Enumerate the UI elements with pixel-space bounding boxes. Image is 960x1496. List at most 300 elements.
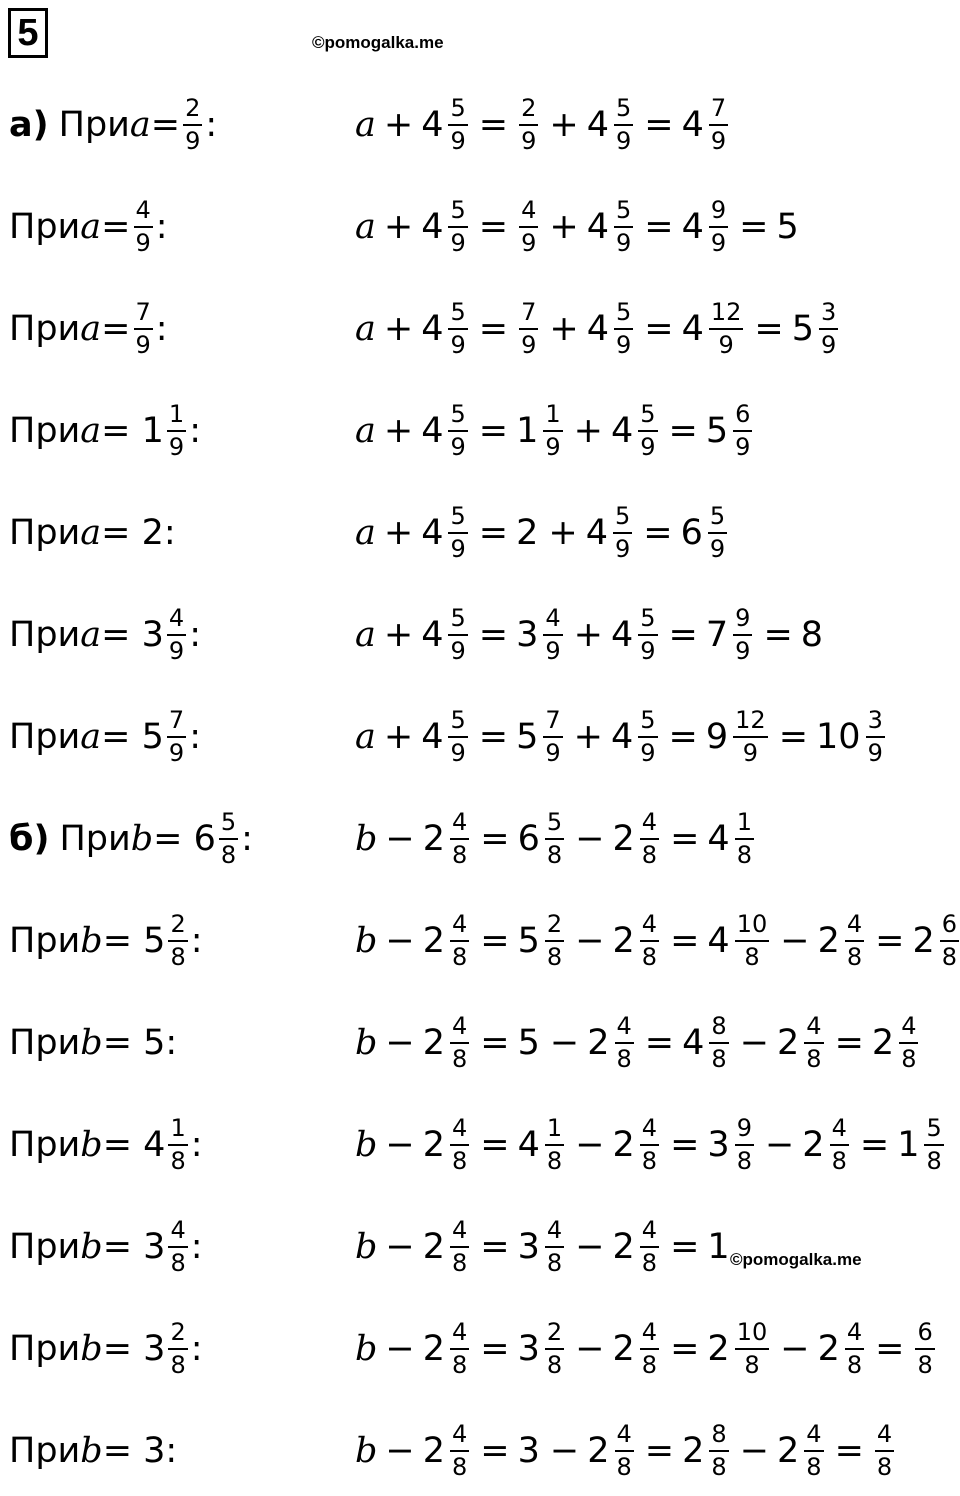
denominator: 8 — [452, 1351, 468, 1379]
operator: − — [739, 1022, 770, 1063]
numerator: 6 — [940, 912, 959, 942]
operator: = — [480, 1124, 510, 1165]
operator: = — [644, 308, 674, 349]
numerator: 4 — [450, 1320, 469, 1350]
fraction — [899, 1011, 918, 1073]
numerator: 6 — [915, 1320, 934, 1350]
denominator: 9 — [615, 229, 632, 257]
variable: a — [80, 207, 102, 247]
text-token: = 3: — [102, 1430, 178, 1471]
denominator: 9 — [615, 127, 632, 155]
fraction — [450, 1419, 469, 1481]
whole-number: 5 — [517, 1022, 540, 1063]
operator: − — [575, 920, 605, 961]
fraction — [134, 195, 153, 257]
fraction — [448, 195, 467, 257]
denominator: 9 — [640, 739, 656, 767]
text-token: = 3 — [102, 1328, 166, 1369]
variable: b — [80, 1431, 103, 1471]
text-token: = 5: — [102, 1022, 178, 1063]
condition — [9, 284, 168, 374]
denominator: 9 — [450, 229, 466, 257]
text-token: = 5 — [102, 920, 166, 961]
denominator: 8 — [170, 1249, 186, 1277]
text-token: При — [9, 1226, 81, 1267]
denominator: 9 — [168, 637, 185, 665]
variable: a — [355, 717, 376, 757]
numerator: 4 — [804, 1422, 823, 1452]
operator: = — [478, 206, 509, 247]
text-token: = 5 — [101, 716, 164, 757]
whole-number: 3 — [707, 1124, 730, 1165]
fraction — [167, 603, 186, 665]
operator: − — [780, 920, 810, 961]
fraction — [545, 909, 564, 971]
fraction — [448, 501, 467, 563]
fraction — [614, 297, 633, 359]
denominator: 9 — [135, 331, 151, 359]
numerator: 4 — [845, 1320, 864, 1350]
fraction — [168, 1113, 187, 1175]
denominator: 8 — [641, 1351, 658, 1379]
numerator: 3 — [819, 300, 838, 330]
denominator: 9 — [735, 433, 751, 461]
denominator: 8 — [170, 1351, 186, 1379]
text-token: При — [9, 410, 81, 451]
numerator: 4 — [804, 1014, 823, 1044]
denominator: 8 — [452, 1147, 468, 1175]
whole-number: 4 — [682, 1022, 705, 1063]
numerator: 5 — [219, 810, 238, 840]
fraction — [543, 705, 562, 767]
fraction — [638, 399, 657, 461]
numerator: 4 — [450, 1422, 469, 1452]
whole-number: 5 — [791, 308, 815, 349]
fraction — [168, 1317, 187, 1379]
text-token: : — [190, 1226, 203, 1267]
whole-number: 2 — [817, 1328, 840, 1369]
operator: = — [668, 410, 698, 451]
variable: a — [355, 615, 376, 655]
fraction — [167, 705, 186, 767]
whole-number: 4 — [707, 920, 730, 961]
fraction — [614, 93, 633, 155]
operator: + — [383, 206, 414, 247]
whole-number: 5 — [776, 206, 799, 247]
whole-number: 3 — [517, 1226, 540, 1267]
whole-number: 9 — [705, 716, 729, 757]
denominator: 9 — [821, 331, 837, 359]
equation-row — [0, 1304, 960, 1394]
denominator: 8 — [546, 1147, 563, 1175]
whole-number: 3 — [516, 614, 539, 655]
equation-row — [0, 182, 960, 272]
whole-number: 4 — [421, 614, 444, 655]
whole-number: 4 — [610, 410, 634, 451]
operator: = — [670, 1328, 700, 1369]
operator: + — [383, 716, 414, 757]
fraction — [735, 807, 754, 869]
variable: b — [355, 1125, 378, 1165]
text-token: При — [9, 920, 81, 961]
numerator: 4 — [640, 1116, 659, 1146]
operator: = — [739, 206, 769, 247]
operator: = — [478, 512, 509, 553]
whole-number: 2 — [612, 1328, 635, 1369]
denominator: 8 — [806, 1453, 822, 1481]
condition — [9, 1100, 203, 1190]
whole-number: 1 — [707, 1226, 730, 1267]
operator: − — [385, 920, 415, 961]
denominator: 8 — [452, 1249, 468, 1277]
denominator: 9 — [545, 739, 561, 767]
numerator: 5 — [448, 708, 467, 738]
whole-number: 1 — [516, 410, 539, 451]
numerator: 4 — [450, 1014, 469, 1044]
whole-number: 2 — [802, 1124, 825, 1165]
whole-number: 3 — [517, 1430, 540, 1471]
fraction — [640, 807, 659, 869]
variable: b — [355, 1023, 378, 1063]
equation-row — [0, 794, 960, 884]
operator: − — [385, 1022, 415, 1063]
numerator: 10 — [735, 1320, 770, 1350]
text-token: При — [59, 818, 131, 859]
condition — [9, 1406, 177, 1496]
operator: + — [383, 410, 414, 451]
equation-row — [0, 590, 960, 680]
fraction — [448, 93, 467, 155]
fraction — [448, 297, 467, 359]
denominator: 8 — [641, 841, 658, 869]
fraction — [640, 1215, 659, 1277]
numerator: 5 — [448, 300, 467, 330]
watermark-mid: ©pomogalka.me — [730, 1250, 862, 1269]
fraction — [519, 195, 538, 257]
numerator: 5 — [614, 96, 633, 126]
numerator: 4 — [168, 1218, 187, 1248]
numerator: 5 — [638, 708, 657, 738]
denominator: 9 — [615, 331, 632, 359]
fraction — [448, 603, 467, 665]
operator: = — [644, 1022, 675, 1063]
text-token: При — [9, 1022, 81, 1063]
denominator: 8 — [641, 1147, 658, 1175]
numerator: 9 — [735, 1116, 754, 1146]
operator: = — [478, 410, 509, 451]
whole-number: 10 — [816, 716, 861, 757]
fraction — [733, 603, 752, 665]
numerator: 1 — [735, 810, 754, 840]
numerator: 7 — [543, 708, 562, 738]
numerator: 2 — [168, 912, 187, 942]
whole-number: 4 — [421, 716, 444, 757]
denominator: 8 — [452, 841, 468, 869]
numerator: 5 — [614, 300, 633, 330]
denominator: 8 — [806, 1045, 822, 1073]
operator: = — [834, 1022, 864, 1063]
text-token: : — [190, 1328, 203, 1369]
numerator: 4 — [450, 810, 469, 840]
operator: − — [385, 1328, 415, 1369]
denominator: 9 — [521, 127, 537, 155]
fraction — [735, 909, 770, 971]
operator: = — [644, 206, 674, 247]
text-token: = 6 — [153, 818, 216, 859]
operator: + — [573, 614, 603, 655]
denominator: 9 — [185, 127, 201, 155]
fraction — [545, 1113, 564, 1175]
denominator: 8 — [901, 1045, 917, 1073]
fraction — [733, 399, 752, 461]
operator: = — [834, 1430, 864, 1471]
numerator: 5 — [613, 504, 632, 534]
fraction — [450, 1011, 469, 1073]
whole-number: 5 — [705, 410, 729, 451]
numerator: 5 — [448, 504, 467, 534]
numerator: 4 — [640, 1320, 659, 1350]
numerator: 12 — [733, 708, 768, 738]
variable: a — [80, 615, 102, 655]
denominator: 8 — [452, 1045, 468, 1073]
operator: = — [478, 104, 509, 145]
denominator: 9 — [710, 229, 727, 257]
calculation — [355, 692, 888, 782]
variable: a — [355, 309, 376, 349]
whole-number: 2 — [612, 1226, 635, 1267]
calculation — [355, 284, 841, 374]
denominator: 8 — [452, 1453, 468, 1481]
operator: − — [764, 1124, 795, 1165]
denominator: 9 — [450, 535, 466, 563]
variable: b — [355, 819, 378, 859]
numerator: 4 — [167, 606, 186, 636]
fraction — [845, 909, 864, 971]
operator: = — [480, 920, 510, 961]
fraction — [866, 705, 885, 767]
numerator: 9 — [709, 198, 728, 228]
numerator: 10 — [735, 912, 770, 942]
text-token: = 2: — [101, 512, 176, 553]
numerator: 4 — [875, 1422, 894, 1452]
operator: + — [383, 104, 414, 145]
whole-number: 2 — [422, 1430, 446, 1471]
fraction — [543, 399, 562, 461]
whole-number: 4 — [586, 308, 609, 349]
fraction — [448, 399, 467, 461]
denominator: 9 — [521, 331, 537, 359]
numerator: 4 — [615, 1422, 634, 1452]
numerator: 1 — [168, 1116, 187, 1146]
denominator: 8 — [546, 1351, 563, 1379]
whole-number: 2 — [587, 1430, 610, 1471]
whole-number: 5 — [517, 920, 540, 961]
fraction — [134, 297, 153, 359]
variable: b — [80, 1023, 103, 1063]
calculation — [355, 386, 755, 476]
denominator: 9 — [450, 637, 466, 665]
numerator: 4 — [450, 912, 469, 942]
fraction — [545, 807, 564, 869]
condition — [9, 1304, 203, 1394]
variable: b — [80, 921, 103, 961]
whole-number: 4 — [681, 206, 704, 247]
operator: = — [480, 1430, 510, 1471]
operator: − — [385, 1226, 415, 1267]
equation-row — [0, 896, 960, 986]
denominator: 8 — [616, 1453, 632, 1481]
numerator: 9 — [733, 606, 752, 636]
whole-number: 4 — [585, 512, 608, 553]
operator: + — [573, 716, 603, 757]
numerator: 5 — [638, 606, 657, 636]
whole-number: 2 — [422, 818, 446, 859]
numerator: 4 — [640, 912, 659, 942]
denominator: 8 — [846, 1351, 863, 1379]
operator: − — [575, 1226, 605, 1267]
denominator: 8 — [220, 841, 237, 869]
text-token: При — [9, 308, 81, 349]
condition — [9, 896, 203, 986]
fraction — [450, 1215, 469, 1277]
numerator: 4 — [615, 1014, 634, 1044]
numerator: 5 — [638, 402, 657, 432]
fraction — [450, 807, 469, 869]
whole-number: 4 — [421, 512, 444, 553]
fraction — [830, 1113, 849, 1175]
operator: + — [573, 410, 603, 451]
part-label: а) — [9, 104, 49, 145]
numerator: 4 — [543, 606, 562, 636]
denominator: 9 — [450, 739, 466, 767]
calculation — [355, 1100, 947, 1190]
denominator: 8 — [641, 1249, 658, 1277]
whole-number: 2 — [422, 1022, 446, 1063]
whole-number: 8 — [800, 614, 824, 655]
fraction — [709, 1419, 728, 1481]
text-token: : — [241, 818, 253, 859]
numerator: 1 — [167, 402, 186, 432]
numerator: 5 — [448, 606, 467, 636]
denominator: 9 — [168, 433, 185, 461]
operator: + — [383, 308, 414, 349]
text-token: : — [190, 1124, 203, 1165]
denominator: 8 — [917, 1351, 933, 1379]
whole-number: 4 — [610, 716, 634, 757]
numerator: 2 — [545, 1320, 564, 1350]
numerator: 5 — [614, 198, 633, 228]
operator: + — [548, 512, 578, 553]
variable: b — [355, 921, 378, 961]
variable: a — [80, 309, 102, 349]
denominator: 9 — [521, 229, 537, 257]
fraction — [709, 195, 728, 257]
whole-number: 7 — [705, 614, 729, 655]
operator: − — [549, 1022, 580, 1063]
text-token: = 3 — [102, 1226, 166, 1267]
equation-row — [0, 488, 960, 578]
numerator: 4 — [134, 198, 153, 228]
numerator: 5 — [448, 198, 467, 228]
whole-number: 2 — [422, 920, 446, 961]
numerator: 1 — [545, 1116, 564, 1146]
denominator: 8 — [831, 1147, 847, 1175]
whole-number: 4 — [421, 104, 444, 145]
fraction — [924, 1113, 943, 1175]
denominator: 8 — [546, 1249, 563, 1277]
calculation — [355, 896, 960, 986]
variable: b — [80, 1125, 103, 1165]
operator: + — [383, 614, 414, 655]
denominator: 9 — [450, 127, 466, 155]
numerator: 5 — [448, 402, 467, 432]
fraction — [543, 603, 562, 665]
part-label: б) — [9, 818, 50, 859]
operator: − — [549, 1430, 580, 1471]
equation-row — [0, 692, 960, 782]
calculation — [355, 1304, 938, 1394]
denominator: 9 — [718, 331, 734, 359]
calculation — [355, 1202, 732, 1292]
operator: − — [575, 1124, 605, 1165]
whole-number: 3 — [517, 1328, 540, 1369]
text-token: : — [189, 716, 201, 757]
calculation — [355, 80, 731, 170]
text-token: : — [155, 206, 168, 247]
condition — [9, 182, 168, 272]
variable: b — [80, 1329, 103, 1369]
operator: = — [668, 716, 698, 757]
text-token: = — [101, 308, 131, 349]
operator: + — [549, 308, 579, 349]
operator: − — [780, 1328, 810, 1369]
numerator: 4 — [450, 1218, 469, 1248]
whole-number: 2 — [612, 920, 635, 961]
fraction — [638, 603, 657, 665]
text-token: : — [190, 920, 203, 961]
fraction — [167, 399, 186, 461]
numerator: 5 — [545, 810, 564, 840]
numerator: 12 — [709, 300, 744, 330]
variable: b — [80, 1227, 103, 1267]
condition — [9, 998, 177, 1088]
text-token: = 4 — [102, 1124, 166, 1165]
denominator: 8 — [170, 1147, 186, 1175]
denominator: 8 — [546, 943, 563, 971]
numerator: 5 — [448, 96, 467, 126]
whole-number: 6 — [517, 818, 540, 859]
fraction — [733, 705, 768, 767]
operator: − — [739, 1430, 770, 1471]
text-token: : — [189, 614, 201, 655]
whole-number: 4 — [421, 206, 444, 247]
equation-row — [0, 284, 960, 374]
numerator: 4 — [640, 1218, 659, 1248]
operator: = — [644, 1430, 675, 1471]
whole-number: 2 — [777, 1430, 800, 1471]
numerator: 4 — [640, 810, 659, 840]
denominator: 8 — [926, 1147, 942, 1175]
variable: a — [355, 105, 376, 145]
denominator: 8 — [736, 841, 752, 869]
whole-number: 2 — [422, 1328, 446, 1369]
whole-number: 2 — [612, 1124, 635, 1165]
numerator: 4 — [899, 1014, 918, 1044]
text-token: = — [101, 206, 131, 247]
fraction — [640, 1113, 659, 1175]
operator: = — [859, 1124, 890, 1165]
fraction — [845, 1317, 864, 1379]
